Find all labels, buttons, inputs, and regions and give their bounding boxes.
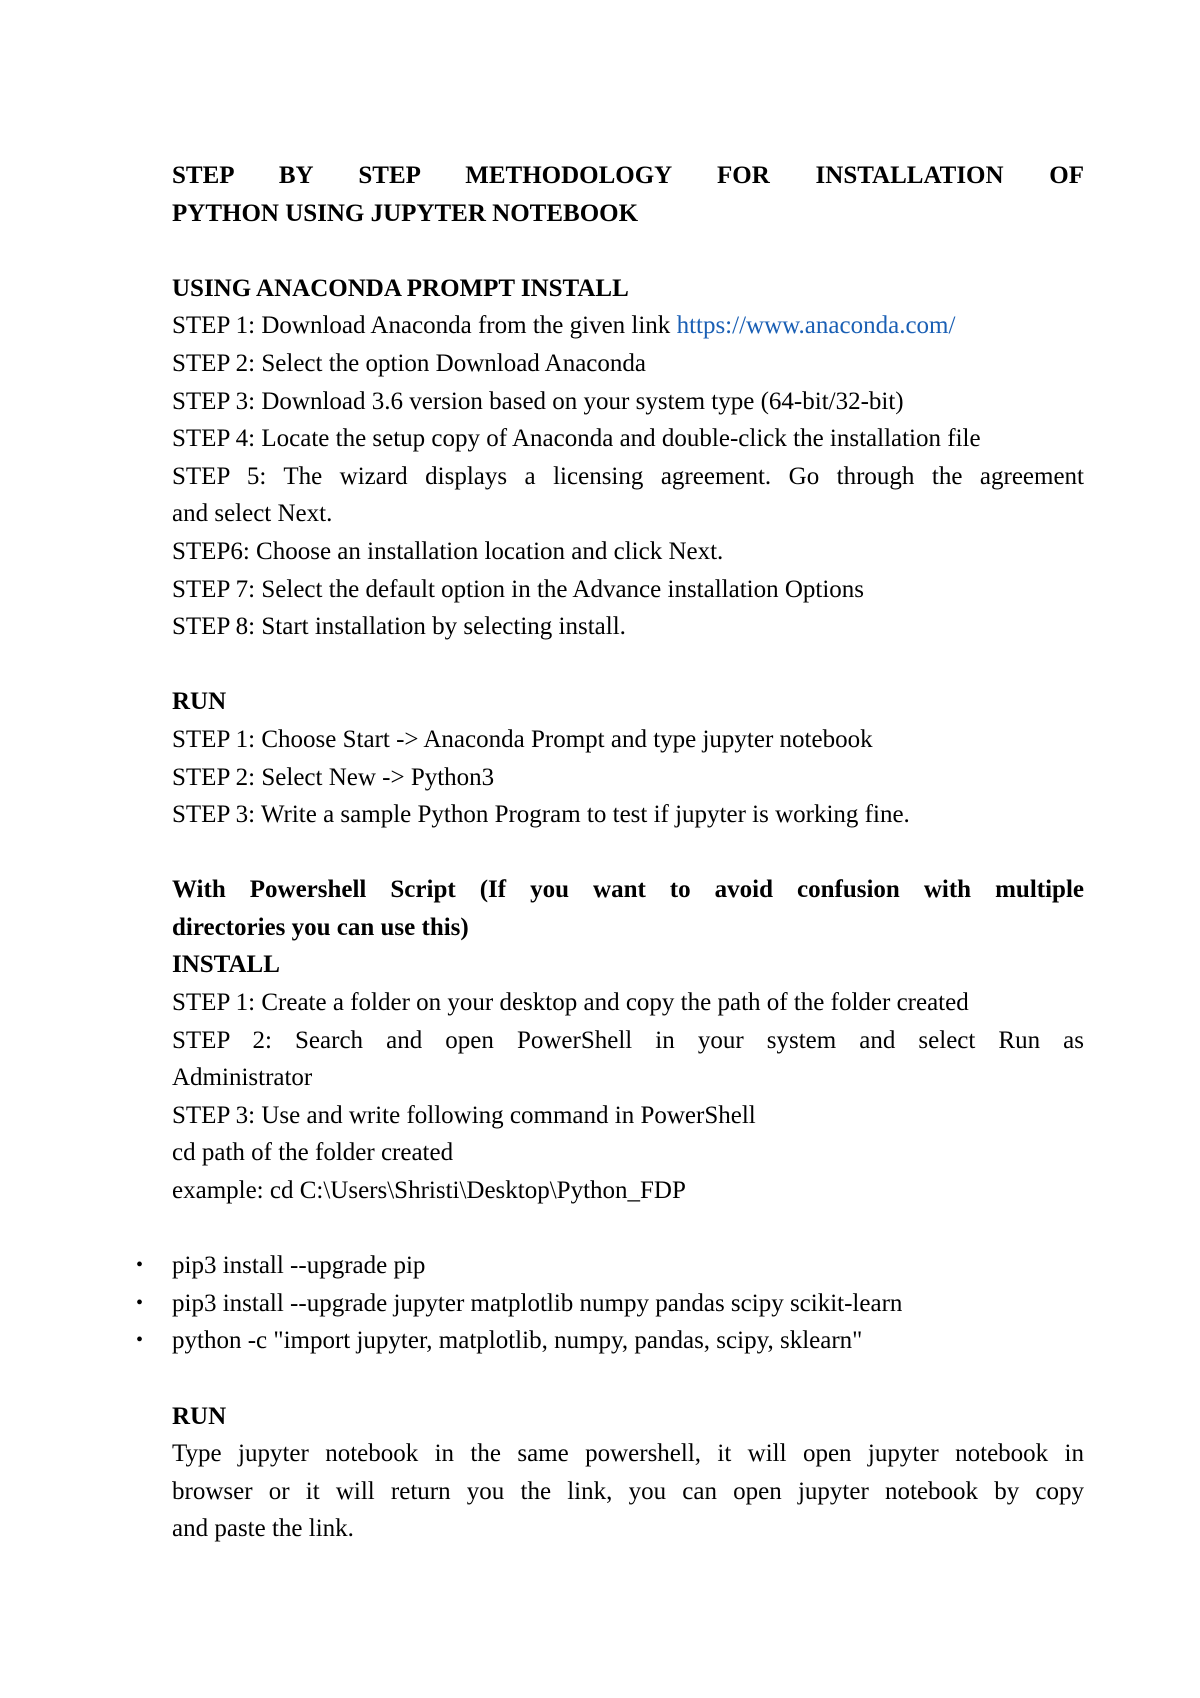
anaconda-run-heading: RUN <box>172 688 227 716</box>
powershell-step-2-line-2: Administrator <box>172 1064 313 1092</box>
anaconda-step-7: STEP 7: Select the default option in the Advance installation Options <box>172 575 865 603</box>
anaconda-download-link[interactable]: https://www.anaconda.com/ <box>676 312 956 340</box>
command-text: pip3 install --upgrade jupyter matplotlib numpy pandas scipy scikit-learn <box>172 1289 903 1317</box>
spacer <box>172 1360 1084 1398</box>
powershell-example-line: example: cd C:\Users\Shristi\Desktop\Python_FDP <box>172 1177 686 1205</box>
command-text: python -c "import jupyter, matplotlib, numpy, pandas, scipy, sklearn" <box>172 1327 863 1355</box>
powershell-run-line-2: browser or it will return you the link, you can open jupyter notebook by copy <box>172 1477 1084 1505</box>
document-title-line-2: PYTHON USING JUPYTER NOTEBOOK <box>172 199 639 227</box>
powershell-step-2-line-1: STEP 2: Search and open PowerShell in your system and select Run as <box>172 1026 1084 1054</box>
powershell-cd-line: cd path of the folder created <box>172 1139 454 1167</box>
document-page <box>136 157 1084 1548</box>
anaconda-step-5-line-1: STEP 5: The wizard displays a licensing agreement. Go through the agreement <box>172 462 1084 490</box>
powershell-install-heading: INSTALL <box>172 951 280 979</box>
powershell-run-line-1: Type jupyter notebook in the same powershell, it will open jupyter notebook in <box>172 1440 1084 1468</box>
spacer <box>172 834 1084 872</box>
powershell-heading-line-1: With Powershell Script (If you want to avoid confusion with multiple <box>172 876 1084 904</box>
anaconda-install-heading: USING ANACONDA PROMPT INSTALL <box>172 274 629 302</box>
powershell-run-line-3: and paste the link. <box>172 1515 354 1543</box>
powershell-step-3: STEP 3: Use and write following command in PowerShell <box>172 1101 756 1129</box>
anaconda-step-3: STEP 3: Download 3.6 version based on your system type (64-bit/32-bit) <box>172 387 904 415</box>
anaconda-run-step-1: STEP 1: Choose Start -> Anaconda Prompt and type jupyter notebook <box>172 725 873 753</box>
bullet-icon: • <box>136 1254 144 1277</box>
anaconda-step-6: STEP6: Choose an installation location and click Next. <box>172 537 724 565</box>
document-title-line-1: STEP BY STEP METHODOLOGY FOR INSTALLATION OF <box>172 162 1084 189</box>
spacer <box>172 646 1084 684</box>
command-list <box>136 1247 1084 1360</box>
anaconda-step-4: STEP 4: Locate the setup copy of Anaconda and double-click the installation file <box>172 425 981 453</box>
anaconda-step-8: STEP 8: Start installation by selecting install. <box>172 613 626 641</box>
command-list-item <box>136 1247 1084 1285</box>
bullet-icon: • <box>136 1291 144 1314</box>
spacer <box>172 232 1084 270</box>
command-list-item <box>136 1285 1084 1323</box>
anaconda-step-2: STEP 2: Select the option Download Anaconda <box>172 349 646 377</box>
anaconda-run-step-3: STEP 3: Write a sample Python Program to test if jupyter is working fine. <box>172 801 910 829</box>
anaconda-run-step-2: STEP 2: Select New -> Python3 <box>172 763 495 791</box>
powershell-run-heading: RUN <box>172 1402 227 1430</box>
bullet-icon: • <box>136 1329 144 1352</box>
powershell-step-1: STEP 1: Create a folder on your desktop and copy the path of the folder created <box>172 989 969 1017</box>
anaconda-step-1 <box>172 307 1084 345</box>
anaconda-step-5-line-2: and select Next. <box>172 500 333 528</box>
powershell-heading-line-2: directories you can use this) <box>172 913 469 941</box>
anaconda-step-1-text: STEP 1: Download Anaconda from the given link <box>172 312 677 340</box>
command-text: pip3 install --upgrade pip <box>172 1252 426 1280</box>
command-list-item <box>136 1322 1084 1360</box>
spacer <box>172 1210 1084 1248</box>
